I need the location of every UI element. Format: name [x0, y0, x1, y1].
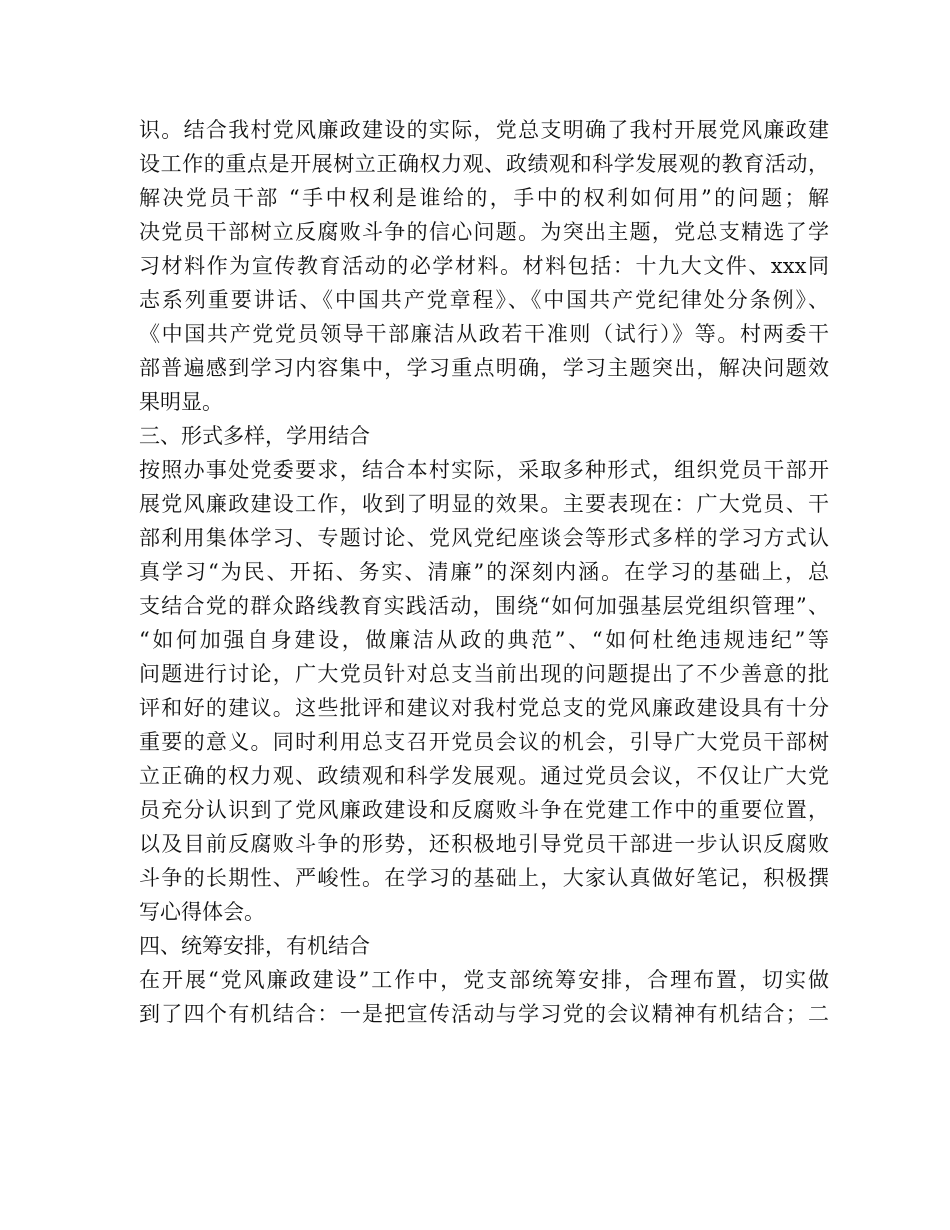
text-line: 写心得体会。 — [139, 900, 265, 924]
text-line: 解决党员干部 “手中权利是谁给的，手中的权利如何用”的问题；解 — [139, 186, 829, 210]
text-line: 以及目前反腐败斗争的形势，还积极地引导党员干部进一步认识反腐败 — [139, 832, 829, 856]
text-line: 斗争的长期性、严峻性。在学习的基础上，大家认真做好笔记，积极撰 — [139, 866, 829, 890]
text-line: 问题进行讨论，广大党员针对总支当前出现的问题提出了不少善意的批 — [139, 662, 829, 686]
text-line: 展党风廉政建设工作，收到了明显的效果。主要表现在：广大党员、干 — [139, 492, 829, 516]
text-line: 按照办事处党委要求，结合本村实际，采取多种形式，组织党员干部开 — [139, 458, 829, 482]
paragraph-continuation — [139, 113, 829, 419]
text-line: 《中国共产党党员领导干部廉洁从政若干准则（试行）》等。村两委干 — [139, 322, 829, 346]
section-heading-3: 三、形式多样，学用结合 — [139, 424, 370, 448]
text-line: 习材料作为宣传教育活动的必学材料。材料包括：十九大文件、xxx同 — [139, 254, 829, 278]
text-line: 在开展“党风廉政建设”工作中，党支部统筹安排，合理布置，切实做 — [139, 968, 829, 992]
text-line: 重要的意义。同时利用总支召开党员会议的机会，引导广大党员干部树 — [139, 730, 829, 754]
text-line: 部普遍感到学习内容集中，学习重点明确，学习主题突出，解决问题效 — [139, 356, 829, 380]
text-line: 立正确的权力观、政绩观和科学发展观。通过党员会议，不仅让广大党 — [139, 764, 829, 788]
text-line: 决党员干部树立反腐败斗争的信心问题。为突出主题，党总支精选了学 — [139, 220, 829, 244]
text-line: 支结合党的群众路线教育实践活动，围绕“如何加强基层党组织管理”、 — [139, 594, 829, 618]
text-line: 到了四个有机结合：一是把宣传活动与学习党的会议精神有机结合；二 — [139, 1002, 829, 1026]
text-line: 果明显。 — [139, 390, 223, 414]
document-body — [139, 113, 829, 1031]
text-line: 设工作的重点是开展树立正确权力观、政绩观和科学发展观的教育活动， — [139, 152, 829, 176]
text-line: “如何加强自身建设，做廉洁从政的典范”、“如何杜绝违规违纪”等 — [139, 628, 829, 652]
text-line: 评和好的建议。这些批评和建议对我村党总支的党风廉政建设具有十分 — [139, 696, 829, 720]
text-line: 部利用集体学习、专题讨论、党风党纪座谈会等形式多样的学习方式认 — [139, 526, 829, 550]
text-line: 志系列重要讲话、《中国共产党章程》、《中国共产党纪律处分条例》、 — [139, 288, 829, 312]
section-heading-4: 四、统筹安排，有机结合 — [139, 934, 370, 958]
text-line: 识。结合我村党风廉政建设的实际，党总支明确了我村开展党风廉政建 — [139, 118, 829, 142]
text-line: 真学习“为民、开拓、务实、清廉”的深刻内涵。在学习的基础上，总 — [139, 560, 829, 584]
paragraph-section-4 — [139, 963, 829, 1031]
paragraph-section-3 — [139, 453, 829, 929]
text-line: 员充分认识到了党风廉政建设和反腐败斗争在党建工作中的重要位置， — [139, 798, 829, 822]
